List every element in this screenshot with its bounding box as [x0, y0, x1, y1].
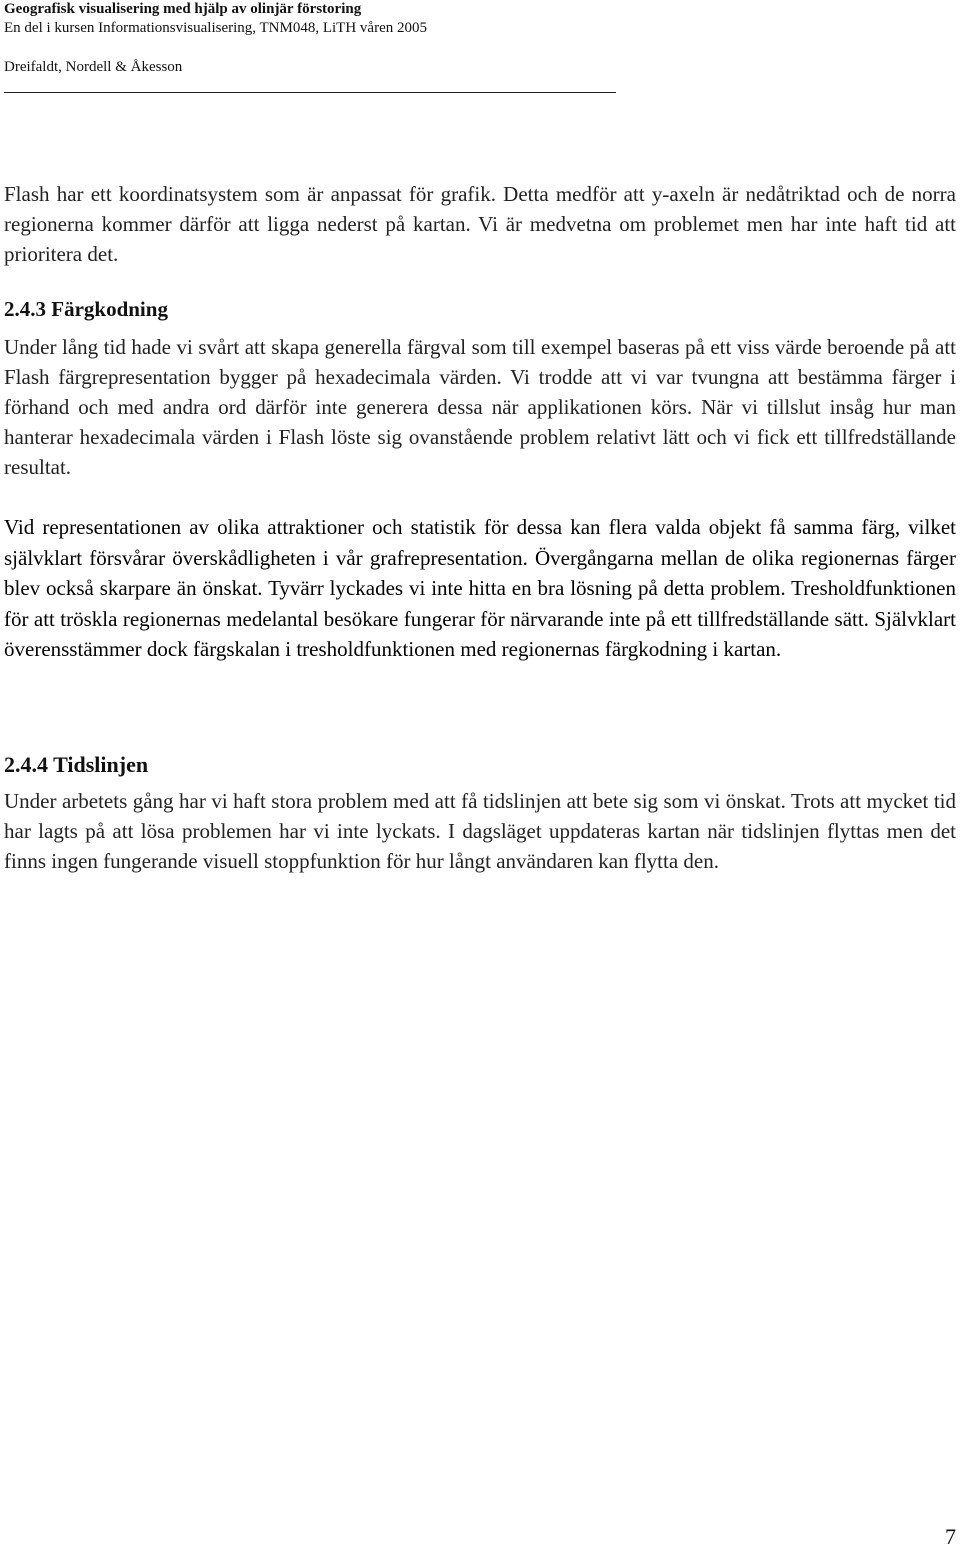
paragraph-timeline: Under arbetets gång har vi haft stora problem med att få tidslinjen att bete sig som vi önskat. Trots att mycket tid har lagts på att lösa problemen har vi inte lyckats. I dagsläget uppdateras kartan när tidslinjen flyttas men det finns ingen fungerande visuell stoppfunktion för hur långt användaren kan flytta den. — [4, 789, 956, 873]
paragraph-representation: Vid representationen av olika attraktioner och statistik för dessa kan flera valda objekt få samma färg, vilket självklart försvårar överskådligheten i vår grafrepresentation. Övergångarna mellan de olika regionernas färger blev också skarpare än önskat. Tyvärr lyckades vi inte hitta en bra lösning på detta problem. Tresholdfunktionen för att tröskla regionernas medelantal besökare fungerar för närvarande inte på ett tillfredställande sätt. Självklart överensstämmer dock färgskalan i tresholdfunktionen med regionernas färgkodning i kartan. — [4, 515, 956, 661]
section-heading-fargkodning: 2.4.3 Färgkodning — [4, 297, 168, 321]
paragraph-flash-coordinates: Flash har ett koordinatsystem som är anpassat för grafik. Detta medför att y-axeln är nedåtriktad och de norra regionerna kommer därför att ligga nederst på kartan. Vi är medvetna om problemet men har inte haft tid att prioritera det. — [4, 182, 956, 266]
header-authors: Dreifaldt, Nordell & Åkesson — [4, 59, 183, 75]
header-divider — [4, 92, 616, 93]
section-heading-tidslinjen: 2.4.4 Tidslinjen — [4, 752, 149, 777]
header-subtitle: En del i kursen Informationsvisualisering, TNM048, LiTH våren 2005 — [4, 20, 427, 36]
header-title: Geografisk visualisering med hjälp av olinjär förstoring — [4, 1, 362, 17]
page-number: 7 — [945, 1524, 956, 1549]
paragraph-color-selection: Under lång tid hade vi svårt att skapa generella färgval som till exempel baseras på ett viss värde beroende på att Flash färgrepresentation bygger på hexadecimala värden. Vi trodde att vi var tvungna att bestämma färger i förhand och med andra ord därför inte generera dessa när applikationen körs. När vi tillslut insåg hur man hanterar hexadecimala värden i Flash löste sig ovanstående problem relativt lätt och vi fick ett tillfredställande resultat. — [4, 335, 956, 479]
